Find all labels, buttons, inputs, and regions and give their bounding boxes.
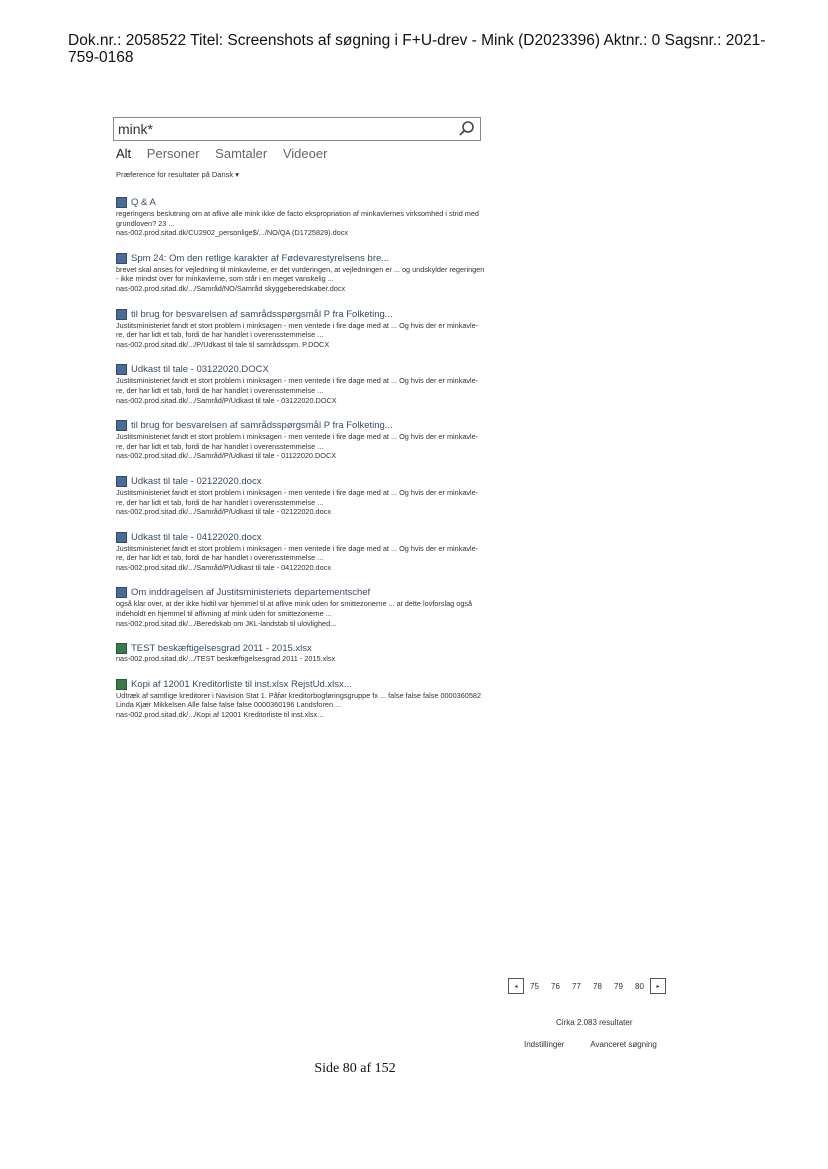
- result-title-link[interactable]: [116, 532, 486, 543]
- page-link[interactable]: 79: [614, 981, 623, 991]
- result-title[interactable]: Udkast til tale - 02122020.docx: [131, 475, 262, 487]
- result-snippet: Justitsministeriet fandt et stort problem i minksagen - men ventede i fire dage med at ... Og hvis der er minkavle-re, der har lidt et tab, fordi de har handlet i overensstemmelse ...: [116, 432, 479, 451]
- tab-people[interactable]: Personer: [146, 146, 200, 161]
- language-preference[interactable]: Præference for resultater på Dansk ▾: [116, 170, 239, 179]
- tab-videos[interactable]: Videoer: [282, 146, 328, 161]
- page-link[interactable]: 78: [593, 981, 602, 991]
- word-doc-icon: [116, 532, 127, 543]
- result-title-link[interactable]: [116, 476, 486, 487]
- word-doc-icon: [116, 587, 127, 598]
- result-title-link[interactable]: [116, 197, 486, 208]
- result-title[interactable]: til brug for besvarelsen af samrådsspørgsmål P fra Folketing...: [131, 420, 393, 432]
- word-doc-icon: [116, 197, 127, 208]
- result-url: nas-002.prod.sitad.dk/.../Beredskab om JKL-landstab til ulovlighed...: [116, 618, 337, 628]
- list-item: [116, 532, 486, 573]
- result-snippet: Justitsministeriet fandt et stort problem i minksagen - men ventede i fire dage med at ... Og hvis der er minkavle-re, der har lidt et tab, fordi de har handlet i overensstemmelse ...: [116, 320, 479, 340]
- result-title[interactable]: til brug for besvarelsen af samrådsspørgsmål P fra Folketing...: [131, 308, 393, 320]
- result-title-link[interactable]: [116, 643, 486, 654]
- result-url: nas-002.prod.sitad.dk/.../TEST beskæftigelsesgrad 2011 - 2015.xlsx: [116, 654, 336, 664]
- result-title-link[interactable]: [116, 420, 486, 431]
- prev-page-button[interactable]: ◂: [508, 978, 524, 994]
- list-item: [116, 253, 486, 294]
- list-item: [116, 309, 486, 350]
- result-title-link[interactable]: [116, 679, 486, 690]
- document-header: Dok.nr.: 2058522 Titel: Screenshots af søgning i F+U-drev - Mink (D2023396) Aktnr.: 0 Sagsnr.: 2021-759-0168: [68, 32, 766, 66]
- result-snippet: Udtræk af samtlige kreditorer i Navision Stat 1. Påfør kreditorbogføringsgruppe fx ... false false false 0000360582 Linda Kjær Mikkelsen Alle false false false 0000360196 Landsforen ...: [116, 690, 482, 710]
- result-url: nas-002.prod.sitad.dk/.../Samråd/P/Udkast til tale - 02122020.docx: [116, 507, 331, 517]
- page-number: Side 80 af 152: [314, 1061, 396, 1076]
- excel-icon: [116, 643, 127, 654]
- list-item: [116, 420, 486, 461]
- result-title-link[interactable]: [116, 364, 486, 375]
- page-link-current[interactable]: 80: [635, 981, 644, 991]
- result-snippet: Justitsministeriet fandt et stort problem i minksagen - men ventede i fire dage med at ... Og hvis der er minkavle-re, der har lidt et tab, fordi de har handlet i overensstemmelse ...: [116, 487, 479, 507]
- search-tabs: [116, 146, 339, 161]
- word-doc-icon: [116, 364, 127, 375]
- result-snippet: Justitsministeriet fandt et stort problem i minksagen - men ventede i fire dage med at ... Og hvis der er minkavle-re, der har lidt et tab, fordi de har handlet i overensstemmelse ...: [116, 376, 479, 395]
- result-title-link[interactable]: [116, 253, 486, 264]
- word-doc-icon: [116, 476, 127, 487]
- result-title[interactable]: TEST beskæftigelsesgrad 2011 - 2015.xlsx: [131, 643, 312, 655]
- results-list: [116, 197, 486, 735]
- result-title-link[interactable]: [116, 309, 486, 320]
- word-doc-icon: [116, 253, 127, 264]
- result-url: nas-002.prod.sitad.dk/.../Samråd/P/Udkast til tale - 01122020.DOCX: [116, 451, 337, 461]
- result-url: nas-002.prod.sitad.dk/.../Samråd/P/Udkast til tale - 04122020.docx: [116, 562, 331, 572]
- result-url: nas-002.prod.sitad.dk/.../P/Udkast til tale til samrådsspm. P.DOCX: [116, 339, 330, 349]
- result-url: nas-002.prod.sitad.dk/CU2902_personlige$/.../NO/QA (D1725829).docx: [116, 228, 349, 238]
- result-snippet: regeringens beslutning om at aflive alle mink ikke de facto ekspropriation af minkavlernes virksomhed i strid med grundloven? 23 ...: [116, 209, 479, 228]
- list-item: [116, 476, 486, 517]
- footer-links: [524, 1040, 681, 1049]
- tab-all[interactable]: Alt: [116, 146, 132, 161]
- list-item: [116, 587, 486, 628]
- result-title[interactable]: Udkast til tale - 04122020.docx: [131, 531, 262, 543]
- result-url: nas-002.prod.sitad.dk/.../Samråd/NO/Samråd skyggeberedskaber.docx: [116, 283, 346, 293]
- result-snippet: Justitsministeriet fandt et stort problem i minksagen - men ventede i fire dage med at ... Og hvis der er minkavle-re, der har lidt et tab, fordi de har handlet i overensstemmelse ...: [116, 543, 479, 563]
- word-doc-icon: [116, 420, 127, 431]
- result-count: Cirka 2.083 resultater: [556, 1018, 633, 1027]
- page-link[interactable]: 75: [530, 981, 539, 991]
- result-title[interactable]: Om inddragelsen af Justitsministeriets departementschef: [131, 587, 371, 599]
- search-icon[interactable]: [458, 120, 476, 138]
- list-item: [116, 643, 486, 664]
- settings-link[interactable]: Indstillinger: [524, 1040, 565, 1049]
- page-link[interactable]: 77: [572, 981, 581, 991]
- list-item: [116, 364, 486, 405]
- tab-conversations[interactable]: Samtaler: [215, 146, 268, 161]
- word-doc-icon: [116, 309, 127, 320]
- advanced-search-link[interactable]: Avanceret søgning: [590, 1040, 657, 1049]
- search-box[interactable]: [113, 117, 481, 141]
- result-title[interactable]: Udkast til tale - 03122020.DOCX: [131, 364, 269, 376]
- page-link[interactable]: 76: [551, 981, 560, 991]
- result-title[interactable]: Spm 24: Om den retlige karakter af Fødevarestyrelsens bre...: [131, 252, 390, 264]
- search-input[interactable]: [118, 120, 448, 138]
- result-snippet: også klar over, at der ikke hidtil var hjemmel til at aflive mink uden for smittezonerne ... at dette lovforslag også indeholdt en hjemmel til aflivning af mink uden for smittezonerne ...: [116, 599, 473, 619]
- pagination: [508, 976, 666, 996]
- list-item: [116, 679, 486, 720]
- excel-icon: [116, 679, 127, 690]
- result-title-link[interactable]: [116, 587, 486, 598]
- result-title[interactable]: Q & A: [131, 197, 156, 208]
- result-url: nas-002.prod.sitad.dk/.../Kopi af 12001 Kreditorliste til inst.xlsx...: [116, 710, 324, 720]
- list-item: [116, 197, 486, 238]
- result-snippet: brevet skal anses for vejledning til minkavlerne, er det vurderingen, at vejledningen er ... og undskylder regeringen - ikke mindst over for minkavlerne, som står i en meget vanskelig ...: [116, 264, 485, 284]
- result-title[interactable]: Kopi af 12001 Kreditorliste til inst.xlsx RejstUd.xlsx...: [131, 678, 352, 690]
- next-page-button[interactable]: ▸: [650, 978, 666, 994]
- result-url: nas-002.prod.sitad.dk/.../Samråd/P/Udkast til tale - 03122020.DOCX: [116, 395, 337, 405]
